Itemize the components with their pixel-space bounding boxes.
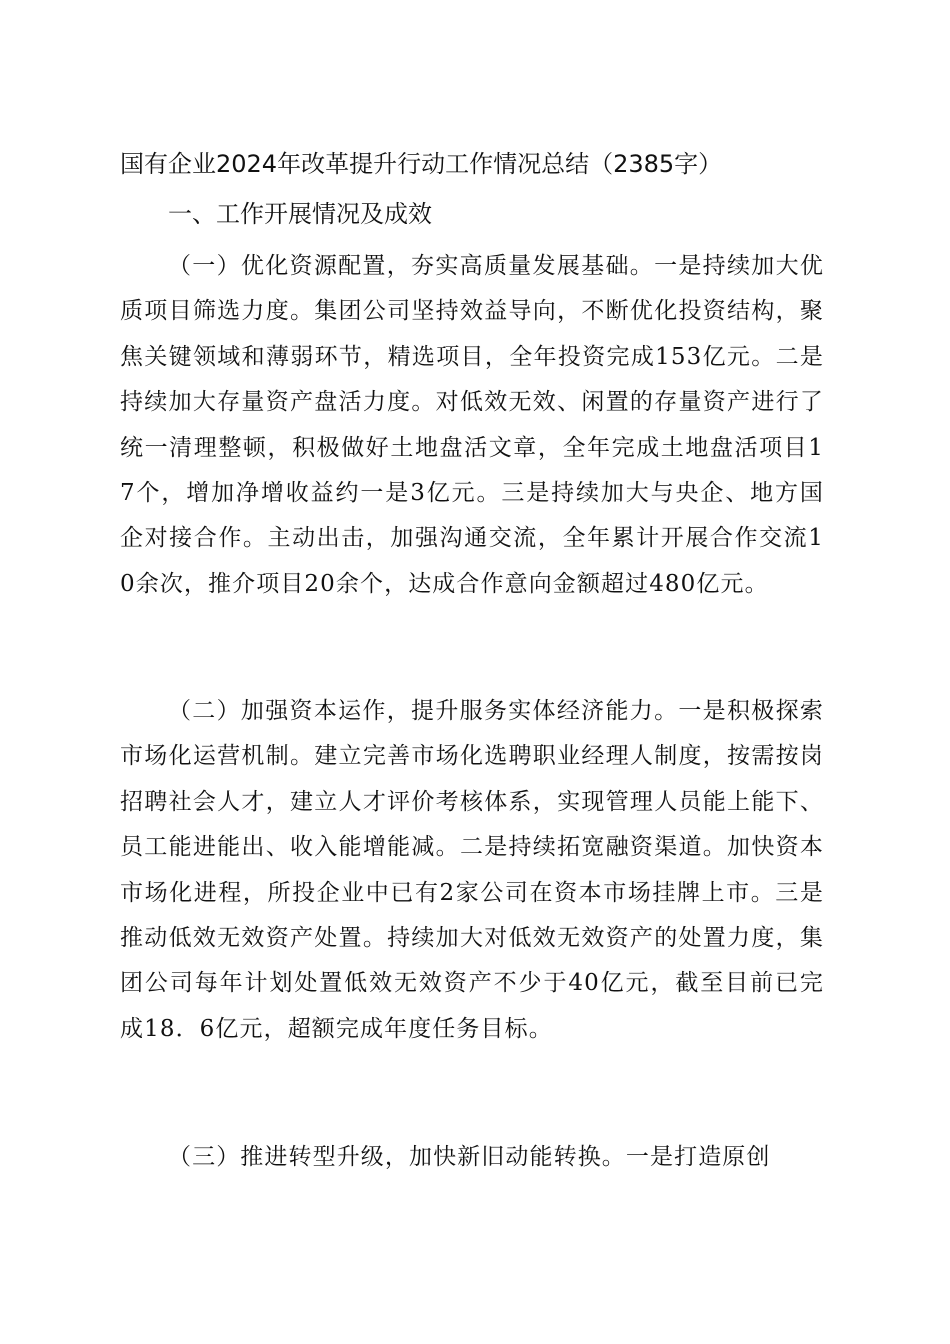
section-heading: 一、工作开展情况及成效 <box>168 200 432 228</box>
document-title: 国有企业2024年改革提升行动工作情况总结（2385字） <box>120 150 723 178</box>
paragraph-transformation: （三）推进转型升级，加快新旧动能转换。一是打造原创 <box>168 1144 771 1170</box>
paragraph-optimize-resources: （一）优化资源配置，夯实高质量发展基础。一是持续加大优质项目筛选力度。集团公司坚持效益导向，不断优化投资结构，聚焦关键领域和薄弱环节，精选项目，全年投资完成153亿元。二是持续加大存量资产盘活力度。对低效无效、闲置的存量资产进行了统一清理整顿，积极做好土地盘活文章，全年完成土地盘活项目17个，增加净增收益约一是3亿元。三是持续加大与央企、地方国企对接合作。主动出击，加强沟通交流，全年累计开展合作交流10余次，推介项目20余个，达成合作意向金额超过480亿元。 <box>120 253 824 597</box>
paragraph-capital-operation: （二）加强资本运作，提升服务实体经济能力。一是积极探索市场化运营机制。建立完善市场化选聘职业经理人制度，按需按岗招聘社会人才，建立人才评价考核体系，实现管理人员能上能下、员工能进能出、收入能增能减。二是持续拓宽融资渠道。加快资本市场化进程，所投企业中已有2家公司在资本市场挂牌上市。三是推动低效无效资产处置。持续加大对低效无效资产的处置力度，集团公司每年计划处置低效无效资产不少于40亿元，截至目前已完成18．6亿元，超额完成年度任务目标。 <box>120 698 824 1042</box>
